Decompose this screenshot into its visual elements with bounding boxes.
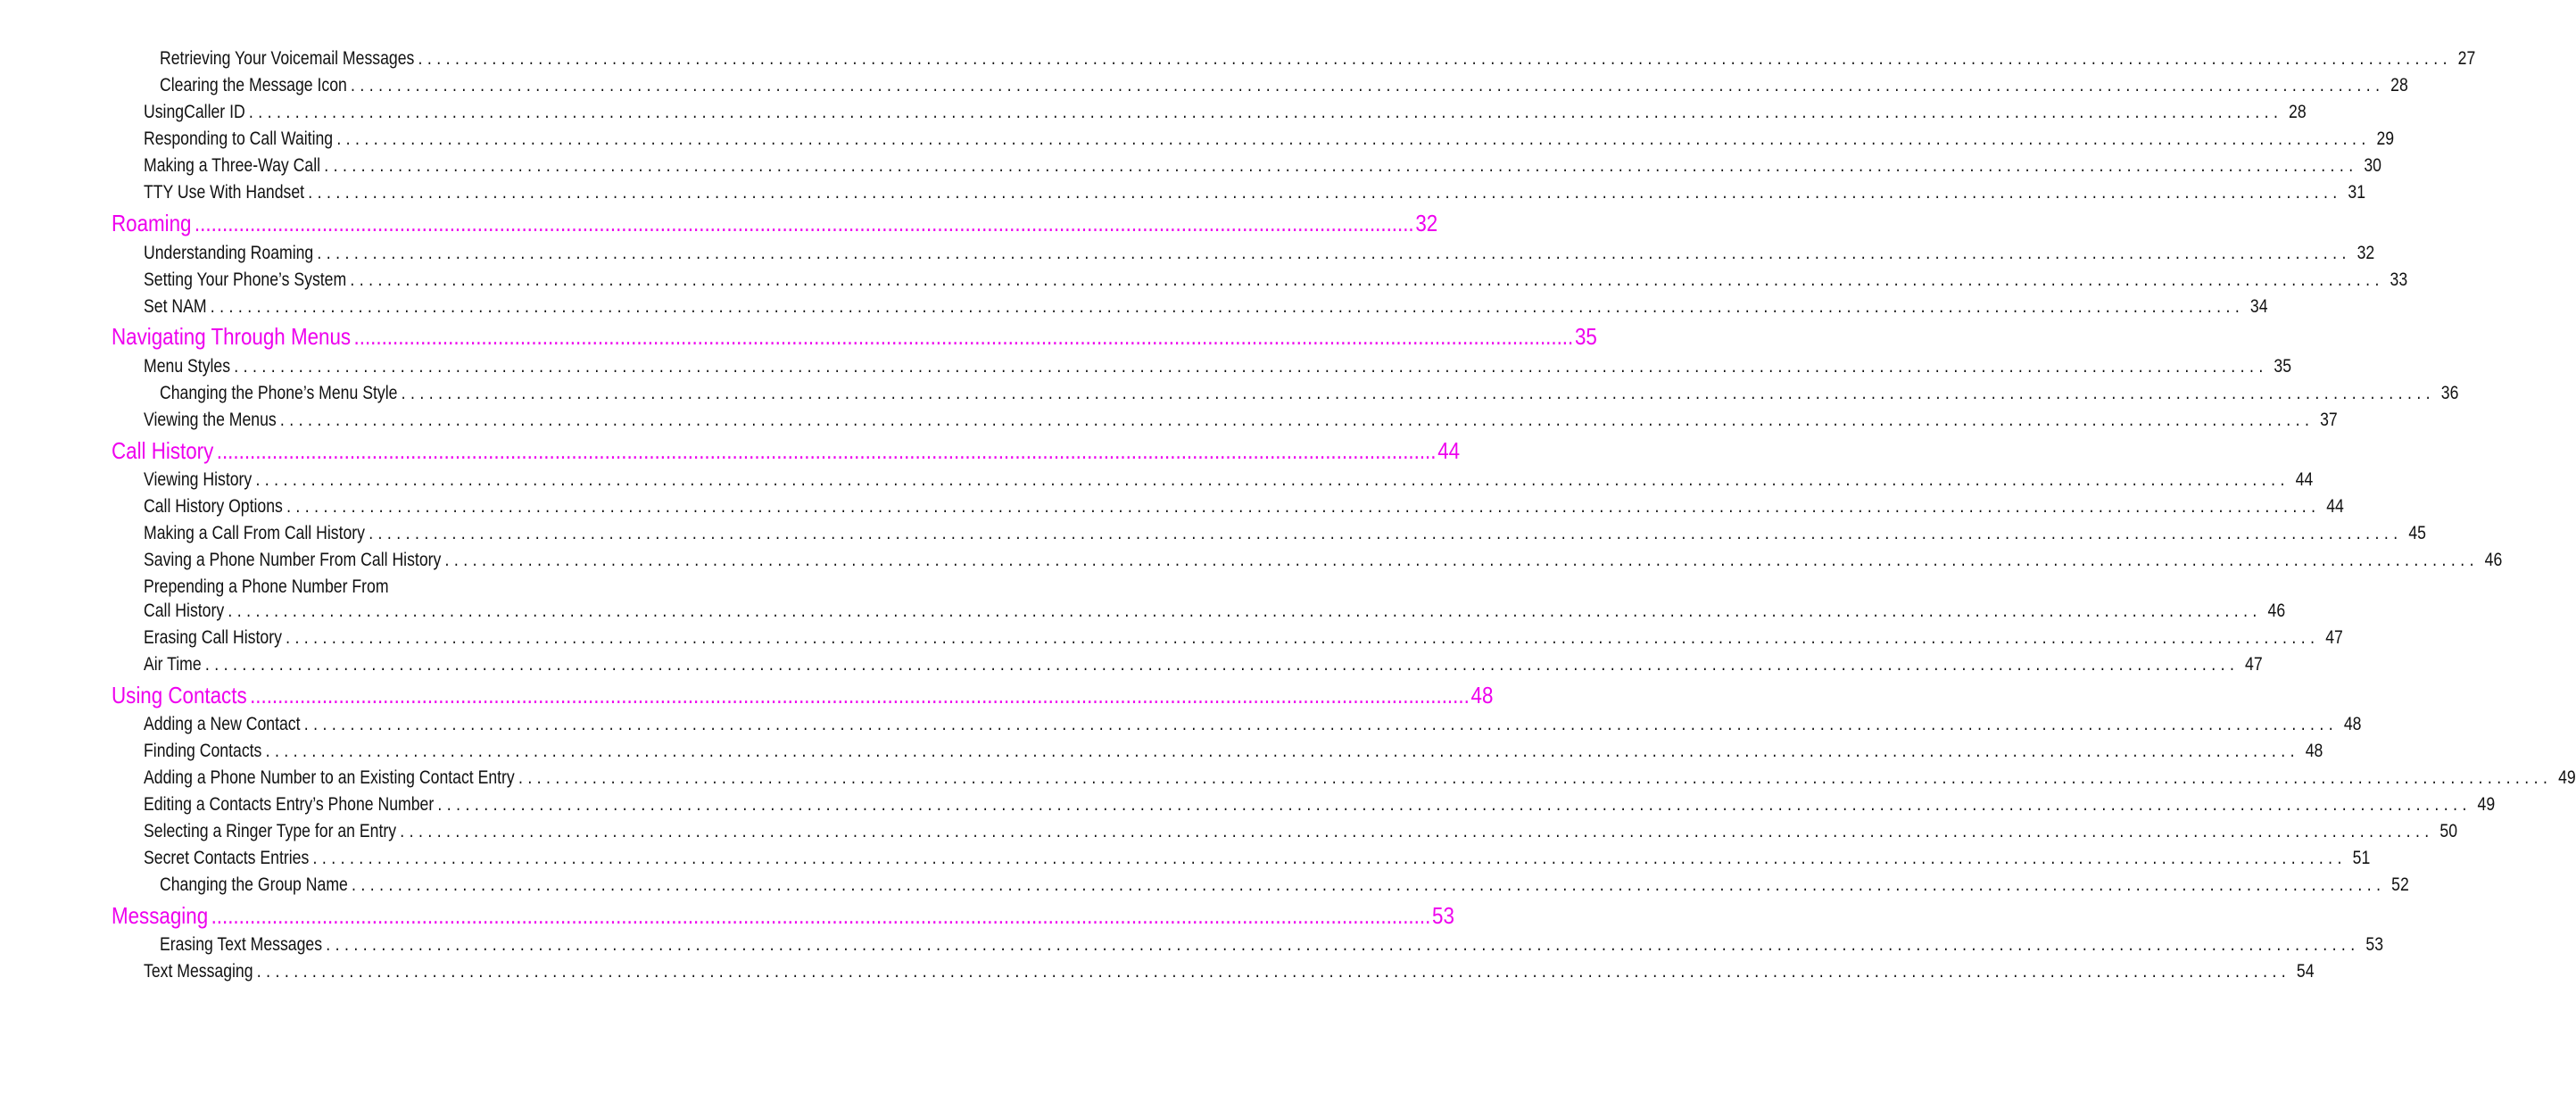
page-number: 36 [2440, 383, 2459, 403]
toc-entry-title: Finding Contacts [144, 741, 262, 761]
dot-leader: ............................................................................................................................................................................................................................ [369, 523, 2403, 543]
page-number: 46 [2484, 550, 2503, 570]
dot-leader: ............................................................................................................................................................................................................................ [194, 210, 1414, 236]
toc-entry [160, 934, 2384, 959]
page-number: 32 [1415, 210, 1438, 236]
toc-entry-title: Editing a Contacts Entry’s Phone Number [144, 794, 435, 815]
dot-leader: ............................................................................................................................................................................................................................ [351, 75, 2385, 95]
dot-leader: ............................................................................................................................................................................................................................ [317, 243, 2351, 263]
toc-entry [144, 410, 2338, 435]
toc-entry [144, 654, 2263, 679]
dot-leader: ............................................................................................................................................................................................................................ [326, 934, 2360, 955]
dot-leader: ............................................................................................................................................................................................................................ [204, 654, 2240, 675]
toc-entry-title: Call History Options [144, 496, 283, 517]
dot-leader: ............................................................................................................................................................................................................................ [234, 356, 2268, 377]
dot-leader: ............................................................................................................................................................................................................................ [286, 496, 2321, 517]
toc-entry [160, 383, 2459, 408]
toc-entry [144, 741, 2323, 766]
toc-section-heading [112, 902, 1454, 931]
toc-section-heading [112, 323, 1597, 352]
page-number: 27 [2457, 48, 2476, 69]
page-number: 33 [2390, 269, 2408, 290]
page-number: 29 [2376, 128, 2395, 149]
toc-entry-title: Call History [144, 601, 225, 621]
toc-entry-title: Changing the Phone’s Menu Style [160, 383, 398, 403]
toc-entry [144, 794, 2496, 819]
toc-entry-title: Menu Styles [144, 356, 231, 377]
toc-entry-title: Responding to Call Waiting [144, 128, 334, 149]
page-number: 37 [2320, 410, 2338, 430]
page-number: 50 [2439, 821, 2458, 841]
toc-entry [160, 48, 2476, 73]
toc-entry [144, 469, 2314, 494]
toc-entry-title: Changing the Group Name [160, 874, 348, 895]
page-number: 28 [2289, 102, 2307, 122]
page-number: 32 [2357, 243, 2375, 263]
page-number: 35 [2274, 356, 2292, 377]
page-number: 30 [2364, 155, 2381, 176]
page-number: 34 [2249, 296, 2268, 317]
toc-entry-title: Understanding Roaming [144, 243, 314, 263]
toc-entry [144, 848, 2371, 873]
toc-entry-title: Making a Call From Call History [144, 523, 365, 543]
dot-leader: ............................................................................................................................................................................................................................ [228, 601, 2262, 621]
toc-entry-title: UsingCaller ID [144, 102, 245, 122]
toc-entry [144, 550, 2503, 575]
toc-section-title: Navigating Through Menus [112, 323, 352, 350]
toc-section-title: Messaging [112, 902, 209, 929]
page-number: 49 [2558, 767, 2576, 788]
dot-leader: ............................................................................................................................................................................................................................ [279, 410, 2315, 430]
page-number: 54 [2296, 961, 2315, 982]
dot-leader: ............................................................................................................................................................................................................................ [256, 961, 2291, 982]
page-number: 48 [1470, 682, 1494, 708]
page-number: 28 [2390, 75, 2408, 95]
toc-entry [144, 627, 2343, 652]
toc-entry-title: Air Time [144, 654, 202, 675]
toc-entry [160, 75, 2408, 100]
page-number: 45 [2408, 523, 2426, 543]
page-number: 52 [2391, 874, 2409, 895]
page-number: 47 [2325, 627, 2343, 648]
dot-leader: ............................................................................................................................................................................................................................ [401, 383, 2436, 403]
toc-section-title: Call History [112, 437, 214, 464]
toc-entry-title: Adding a Phone Number to an Existing Contact Entry [144, 767, 515, 788]
page-number: 53 [2365, 934, 2384, 955]
toc-section-heading [112, 210, 1438, 238]
page-number: 44 [2326, 496, 2344, 517]
dot-leader: ............................................................................................................................................................................................................................ [308, 182, 2342, 203]
toc-entry-title: Adding a New Contact [144, 714, 301, 734]
toc-entry-title: Setting Your Phone’s System [144, 269, 347, 290]
toc-entry-title: Clearing the Message Icon [160, 75, 347, 95]
page-number: 49 [2477, 794, 2496, 815]
dot-leader: ............................................................................................................................................................................................................................ [312, 848, 2347, 868]
toc-entry [144, 767, 2576, 792]
page-number: 44 [1437, 437, 1461, 464]
toc-entry-title: Making a Three-Way Call [144, 155, 321, 176]
toc-entry [144, 821, 2458, 846]
toc-entry-title: Erasing Call History [144, 627, 282, 648]
dot-leader: ............................................................................................................................................................................................................................ [255, 469, 2290, 490]
toc-entry-title: Erasing Text Messages [160, 934, 323, 955]
toc-entry-title: Selecting a Ringer Type for an Entry [144, 821, 397, 841]
toc-entry-title: Prepending a Phone Number From [144, 576, 389, 597]
toc-entry [160, 874, 2409, 899]
dot-leader: ............................................................................................................................................................................................................................ [324, 155, 2358, 176]
dot-leader: ............................................................................................................................................................................................................................ [248, 102, 2283, 122]
toc-entry [144, 576, 389, 601]
toc-section-heading [112, 682, 1494, 710]
toc-entry [144, 714, 2362, 739]
dot-leader: ............................................................................................................................................................................................................................ [518, 767, 2553, 788]
toc-entry [144, 128, 2395, 153]
dot-leader: ............................................................................................................................................................................................................................ [400, 821, 2434, 841]
toc-section-heading [112, 437, 1461, 466]
toc-entry [144, 269, 2408, 294]
dot-leader: ............................................................................................................................................................................................................................ [350, 269, 2384, 290]
toc-entry-title: Retrieving Your Voicemail Messages [160, 48, 415, 69]
dot-leader: ............................................................................................................................................................................................................................ [353, 323, 1574, 350]
dot-leader: ............................................................................................................................................................................................................................ [210, 296, 2245, 317]
dot-leader: ............................................................................................................................................................................................................................ [216, 437, 1437, 464]
toc-entry-title: Set NAM [144, 296, 207, 317]
dot-leader: ............................................................................................................................................................................................................................ [250, 682, 1470, 708]
toc-entry [144, 102, 2307, 127]
toc-entry [144, 356, 2292, 381]
page-number: 53 [1432, 902, 1454, 929]
toc-entry-title: TTY Use With Handset [144, 182, 305, 203]
toc-entry [144, 601, 2286, 626]
dot-leader: ............................................................................................................................................................................................................................ [418, 48, 2452, 69]
toc-entry [144, 155, 2381, 180]
toc-entry [144, 296, 2268, 321]
dot-leader: ............................................................................................................................................................................................................................ [286, 627, 2320, 648]
toc-entry [144, 243, 2375, 268]
toc-entry [144, 182, 2366, 207]
toc-entry [144, 496, 2344, 521]
page-number: 48 [2305, 741, 2323, 761]
toc-entry-title: Text Messaging [144, 961, 253, 982]
dot-leader: ............................................................................................................................................................................................................................ [352, 874, 2386, 895]
toc-entry [144, 961, 2315, 986]
toc-entry-title: Saving a Phone Number From Call History [144, 550, 442, 570]
toc-entry [144, 523, 2426, 548]
dot-leader: ............................................................................................................................................................................................................................ [336, 128, 2371, 149]
toc-entry-title: Viewing History [144, 469, 253, 490]
page-number: 46 [2267, 601, 2286, 621]
page-number: 31 [2348, 182, 2366, 203]
page-number: 35 [1574, 323, 1597, 350]
dot-leader: ............................................................................................................................................................................................................................ [265, 741, 2299, 761]
dot-leader: ............................................................................................................................................................................................................................ [437, 794, 2472, 815]
dot-leader: ............................................................................................................................................................................................................................ [303, 714, 2339, 734]
dot-leader: ............................................................................................................................................................................................................................ [211, 902, 1431, 929]
page-number: 47 [2245, 654, 2263, 675]
toc-section-title: Using Contacts [112, 682, 247, 708]
page-number: 48 [2343, 714, 2362, 734]
toc-entry-title: Secret Contacts Entries [144, 848, 310, 868]
toc-entry-title: Viewing the Menus [144, 410, 277, 430]
dot-leader: ............................................................................................................................................................................................................................ [444, 550, 2479, 570]
toc-section-title: Roaming [112, 210, 192, 236]
page-number: 44 [2295, 469, 2314, 490]
page-number: 51 [2352, 848, 2371, 868]
